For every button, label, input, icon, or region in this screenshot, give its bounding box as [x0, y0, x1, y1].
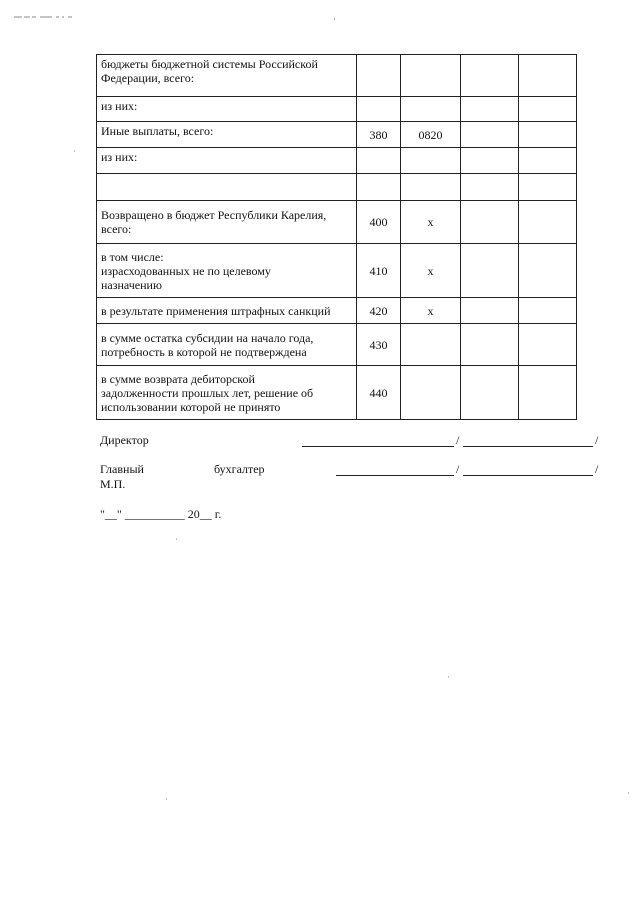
director-slash-end: /	[595, 433, 599, 447]
chief-accountant-signature-line[interactable]	[336, 475, 454, 476]
row-value-cell	[401, 97, 461, 122]
row-label: Иные выплаты, всего:	[97, 122, 357, 148]
table-row	[97, 298, 577, 324]
empty-cell	[519, 122, 577, 148]
row-label	[97, 174, 357, 201]
row-value-cell: x	[401, 244, 461, 298]
director-slash: /	[456, 433, 460, 447]
chief-accountant-slash: /	[456, 462, 460, 476]
table-row	[97, 244, 577, 298]
empty-cell	[461, 122, 519, 148]
empty-cell	[519, 298, 577, 324]
empty-cell	[461, 201, 519, 244]
chief-accountant-slash-end: /	[595, 462, 599, 476]
row-value-cell: x	[401, 201, 461, 244]
row-code: 380	[357, 122, 401, 148]
row-code	[357, 97, 401, 122]
empty-cell	[519, 366, 577, 420]
row-value-cell	[401, 174, 461, 201]
empty-cell	[461, 324, 519, 366]
row-code: 410	[357, 244, 401, 298]
director-label: Директор	[100, 433, 149, 447]
scan-artifact-mark	[14, 14, 74, 20]
empty-cell	[519, 55, 577, 97]
row-label: в результате применения штрафных санкций	[97, 298, 357, 324]
row-label: Возвращено в бюджет Республики Карелия, всего:	[97, 201, 357, 244]
row-code	[357, 55, 401, 97]
row-code: 420	[357, 298, 401, 324]
row-value-cell: 0820	[401, 122, 461, 148]
row-value-cell	[401, 148, 461, 174]
empty-cell	[461, 148, 519, 174]
scan-speck	[166, 798, 167, 800]
empty-cell	[461, 55, 519, 97]
chief-accountant-label-word1: Главный	[100, 462, 144, 476]
empty-cell	[461, 244, 519, 298]
empty-cell	[461, 366, 519, 420]
row-label: бюджеты бюджетной системы Российской Федерации, всего:	[97, 55, 357, 97]
date-line: "__" __________ 20__ г.	[100, 507, 222, 521]
row-label: из них:	[97, 97, 357, 122]
row-code: 430	[357, 324, 401, 366]
chief-accountant-label-word2: бухгалтер	[214, 462, 265, 476]
scan-speck	[74, 150, 75, 152]
empty-cell	[519, 174, 577, 201]
empty-cell	[461, 174, 519, 201]
row-value-cell: x	[401, 298, 461, 324]
row-label: в том числе: израсходованных не по целевому назначению	[97, 244, 357, 298]
table-row	[97, 324, 577, 366]
table-row	[97, 174, 577, 201]
table-row	[97, 201, 577, 244]
table-row	[97, 366, 577, 420]
empty-cell	[519, 324, 577, 366]
row-code	[357, 174, 401, 201]
empty-cell	[461, 298, 519, 324]
row-value-cell	[401, 366, 461, 420]
chief-accountant-name-line[interactable]	[463, 475, 593, 476]
empty-cell	[519, 97, 577, 122]
row-code: 440	[357, 366, 401, 420]
empty-cell	[461, 97, 519, 122]
table-row	[97, 55, 577, 97]
table-row	[97, 122, 577, 148]
director-signature-line[interactable]	[302, 446, 454, 447]
table-row	[97, 97, 577, 122]
empty-cell	[519, 148, 577, 174]
row-code: 400	[357, 201, 401, 244]
scan-speck	[176, 538, 177, 540]
row-label: из них:	[97, 148, 357, 174]
empty-cell	[519, 201, 577, 244]
row-value-cell	[401, 324, 461, 366]
scan-speck	[628, 792, 629, 794]
row-value-cell	[401, 55, 461, 97]
stamp-placeholder: М.П.	[100, 477, 126, 491]
row-label: в сумме возврата дебиторской задолженности прошлых лет, решение об использовании которой не принято	[97, 366, 357, 420]
table-row	[97, 148, 577, 174]
row-code	[357, 148, 401, 174]
scan-speck	[334, 18, 335, 20]
director-name-line[interactable]	[463, 446, 593, 447]
empty-cell	[519, 244, 577, 298]
scan-speck	[448, 676, 449, 678]
report-table	[96, 54, 577, 420]
row-label: в сумме остатка субсидии на начало года, потребность в которой не подтверждена	[97, 324, 357, 366]
